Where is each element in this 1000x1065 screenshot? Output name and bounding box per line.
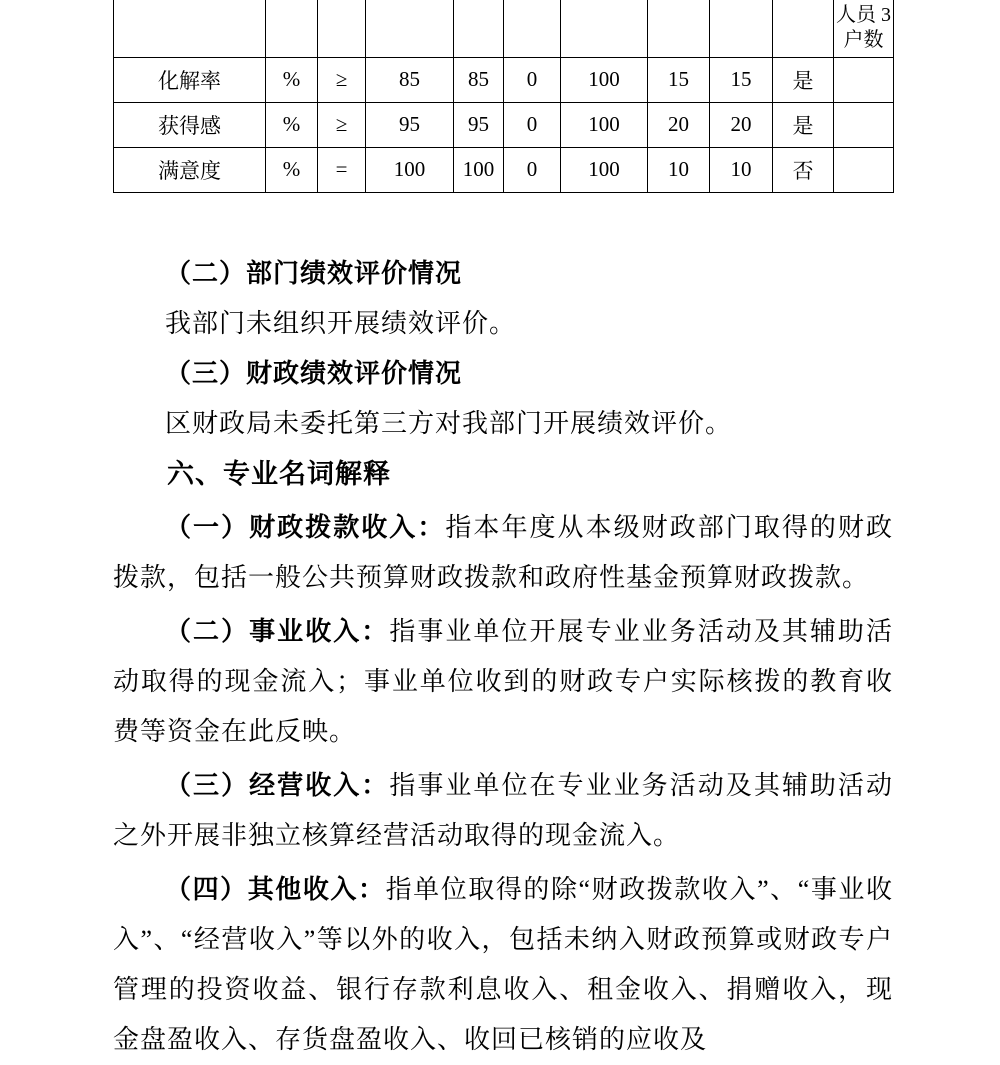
value-cell: 100 xyxy=(561,57,648,102)
value-cell: 100 xyxy=(454,147,504,192)
table-cell-empty xyxy=(366,0,454,57)
table-cell-empty xyxy=(504,0,561,57)
indicator-name-cell: 获得感 xyxy=(114,102,266,147)
value-cell: 95 xyxy=(366,102,454,147)
value-cell: 0 xyxy=(504,102,561,147)
term-qita-shouru xyxy=(113,865,893,1065)
table-cell-empty xyxy=(710,0,773,57)
table-row-manyidu xyxy=(114,147,894,192)
term-body: 指事业单位开展专业业务活动及其辅助活动取得的现金流入；事业单位收到的财政专户实际核拨的教育收费等资金在此反映。 xyxy=(113,616,893,746)
value-cell: 0 xyxy=(504,57,561,102)
table-cell-empty xyxy=(834,147,894,192)
table-cell-empty xyxy=(454,0,504,57)
table-header-row xyxy=(114,0,894,57)
indicator-name-cell: 满意度 xyxy=(114,147,266,192)
para-dept-evaluation: 我部门未组织开展绩效评价。 xyxy=(165,308,517,338)
value-cell: 10 xyxy=(648,147,710,192)
heading-finance-evaluation: （三）财政绩效评价情况 xyxy=(165,358,463,388)
term-lead: （四）其他收入： xyxy=(165,874,386,904)
value-cell: 100 xyxy=(561,147,648,192)
performance-indicator-table xyxy=(113,0,894,193)
value-cell: 100 xyxy=(561,102,648,147)
value-cell: 10 xyxy=(710,147,773,192)
value-cell: 15 xyxy=(648,57,710,102)
indicator-name-cell: 化解率 xyxy=(114,57,266,102)
operator-cell: = xyxy=(318,147,366,192)
table-row-huodegan xyxy=(114,102,894,147)
value-cell: 15 xyxy=(710,57,773,102)
term-lead: （三）经营收入： xyxy=(165,770,390,800)
document-body xyxy=(113,249,893,1065)
table-cell-empty xyxy=(266,0,318,57)
unit-cell: % xyxy=(266,57,318,102)
table-cell-empty xyxy=(773,0,834,57)
term-body: 指事业单位在专业业务活动及其辅助活动之外开展非独立核算经营活动取得的现金流入。 xyxy=(113,770,893,850)
value-cell: 85 xyxy=(366,57,454,102)
flag-cell: 否 xyxy=(773,147,834,192)
value-cell: 20 xyxy=(648,102,710,147)
value-cell: 95 xyxy=(454,102,504,147)
table-cell-empty xyxy=(561,0,648,57)
flag-cell: 是 xyxy=(773,102,834,147)
flag-cell: 是 xyxy=(773,57,834,102)
heading-dept-evaluation: （二）部门绩效评价情况 xyxy=(165,258,463,288)
term-body: 指单位取得的除“财政拨款收入”、“事业收入”、“经营收入”等以外的收入，包括未纳入财政预算或财政专户管理的投资收益、银行存款利息收入、租金收入、捐赠收入，现金盘盈收入、存货盘盈收入、收回已核销的应收及 xyxy=(113,874,893,1054)
value-cell: 0 xyxy=(504,147,561,192)
heading-terms-section: 六、专业名词解释 xyxy=(167,458,391,489)
unit-cell: % xyxy=(266,102,318,147)
value-cell: 100 xyxy=(366,147,454,192)
table-cell-empty xyxy=(318,0,366,57)
operator-cell: ≥ xyxy=(318,57,366,102)
para-finance-evaluation: 区财政局未委托第三方对我部门开展绩效评价。 xyxy=(165,408,733,438)
term-lead: （二）事业收入： xyxy=(165,616,390,646)
value-cell: 85 xyxy=(454,57,504,102)
term-caizheng-bokuan-shouru xyxy=(113,503,893,603)
table-row-huajielv xyxy=(114,57,894,102)
operator-cell: ≥ xyxy=(318,102,366,147)
term-lead: （一）财政拨款收入： xyxy=(165,512,446,542)
value-cell: 20 xyxy=(710,102,773,147)
header-remark-line2: 户数 xyxy=(843,29,884,52)
term-body: 指本年度从本级财政部门取得的财政拨款，包括一般公共预算财政拨款和政府性基金预算财政拨款。 xyxy=(113,512,893,592)
term-jingying-shouru xyxy=(113,761,893,861)
table-cell-empty xyxy=(114,0,266,57)
header-remark-line1: 人员 3 xyxy=(836,4,891,27)
table-cell-empty xyxy=(834,57,894,102)
term-shiye-shouru xyxy=(113,607,893,757)
table-cell-empty xyxy=(834,102,894,147)
unit-cell: % xyxy=(266,147,318,192)
table-cell-header-remark xyxy=(834,0,894,57)
document-page xyxy=(113,0,893,1065)
table-cell-empty xyxy=(648,0,710,57)
